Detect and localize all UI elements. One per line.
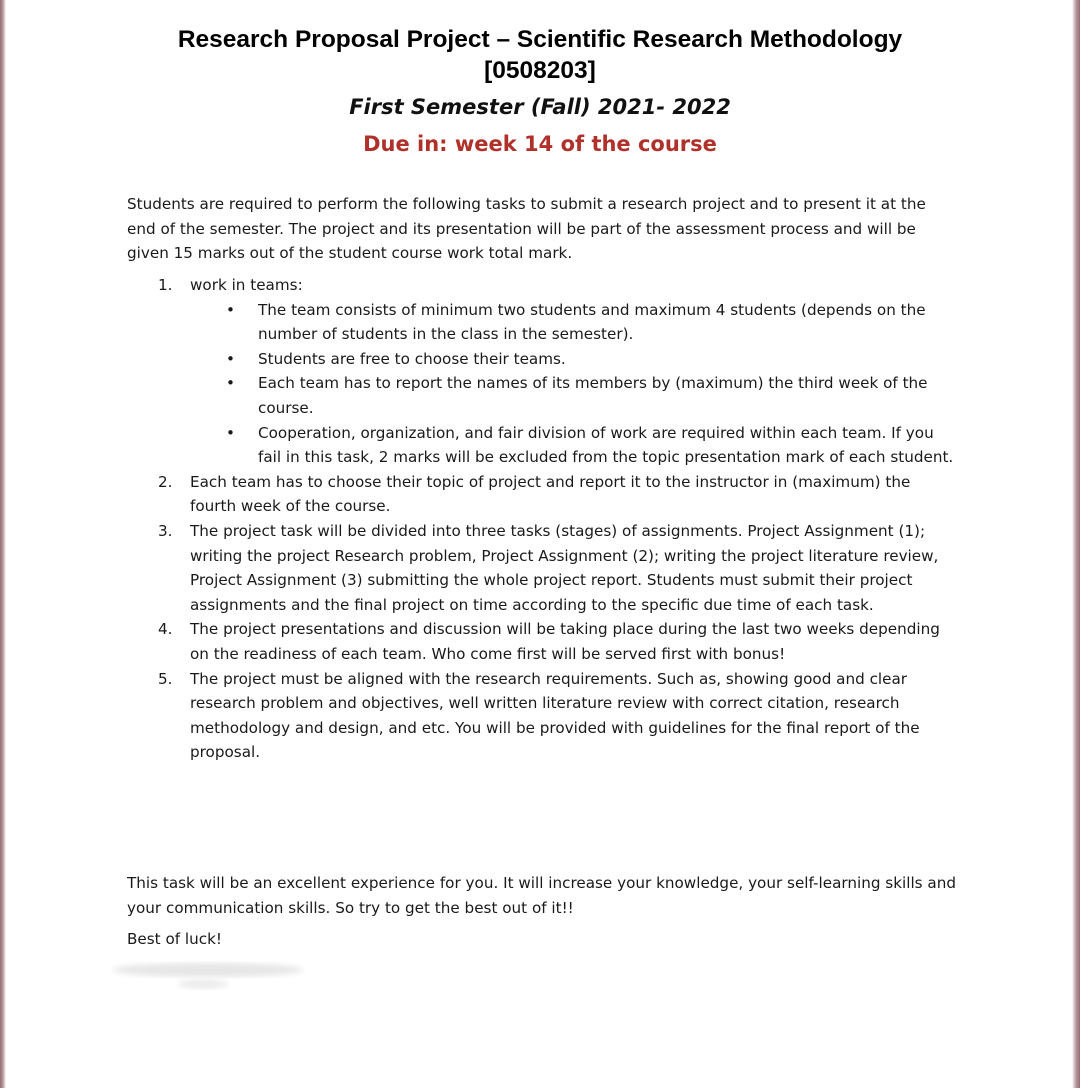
sub-item-text: Cooperation, organization, and fair division of work are required within each team. If you fail in this task, 2 marks will be excluded from the topic presentation mark of each student.: [258, 423, 954, 467]
task-item-2: [127, 470, 957, 519]
sub-item-text: Each team has to report the names of its members by (maximum) the third week of the course.: [258, 374, 928, 417]
sub-item: [127, 421, 957, 470]
title-line-2: [0508203]: [484, 57, 596, 84]
intro-paragraph: Students are required to perform the following tasks to submit a research project and to present it at the end of the semester. The project and its presentation will be part of the assessment process and will be given 15 marks out of the student course work total mark.: [127, 195, 926, 263]
sub-item: [127, 371, 957, 420]
sub-item: [127, 298, 957, 347]
task-list: [127, 273, 957, 765]
sub-item: [127, 347, 957, 372]
bullet-icon: •: [226, 300, 235, 319]
semester-heading: First Semester (Fall) 2021- 2022: [349, 95, 731, 119]
task-text: The project task will be divided into three tasks (stages) of assignments. Project Assignment (1); writing the project Research problem, Project Assignment (2); writing the project literature review, Project Assignment (3) submitting the whole project report. Students must submit their project assignments and the final project on time according to the specific due time of each task.: [190, 521, 939, 614]
task-item-4: [127, 617, 957, 666]
task-text: work in teams:: [190, 276, 303, 294]
team-rules-list: [190, 298, 957, 470]
task-number: 5.: [158, 669, 173, 688]
title-line-1: Research Proposal Project – Scientific Research Methodology: [177, 26, 903, 53]
task-item-3: [127, 519, 957, 617]
due-date-heading: Due in: week 14 of the course: [363, 132, 717, 156]
task-number: 2.: [158, 472, 173, 491]
signature-smudge: [108, 956, 318, 996]
task-number: 1.: [158, 276, 173, 294]
task-text: The project must be aligned with the research requirements. Such as, showing good and clear research problem and objectives, well written literature review with correct citation, research methodology and design, and etc. You will be provided with guidelines for the final report of the proposal.: [190, 669, 920, 762]
bullet-icon: •: [226, 349, 235, 368]
task-item-1: [127, 273, 957, 470]
bullet-icon: •: [226, 423, 235, 442]
task-text: Each team has to choose their topic of project and report it to the instructor in (maximum) the fourth week of the course.: [190, 472, 911, 516]
sub-item-text: Students are free to choose their teams.: [258, 349, 566, 368]
task-text: The project presentations and discussion will be taking place during the last two weeks depending on the readiness of each team. Who come first will be served first with bonus!: [190, 620, 940, 663]
sign-off: Best of luck!: [127, 930, 223, 948]
bullet-icon: •: [226, 374, 235, 393]
document-title: [0, 24, 1080, 86]
closing-paragraph: This task will be an excellent experience for you. It will increase your knowledge, your self-learning skills and your communication skills. So try to get the best out of it!!: [127, 874, 956, 917]
sub-item-text: The team consists of minimum two students and maximum 4 students (depends on the number of students in the class in the semester).: [258, 300, 926, 344]
task-item-5: [127, 667, 957, 765]
task-number: 3.: [158, 521, 173, 540]
task-number: 4.: [158, 620, 173, 639]
